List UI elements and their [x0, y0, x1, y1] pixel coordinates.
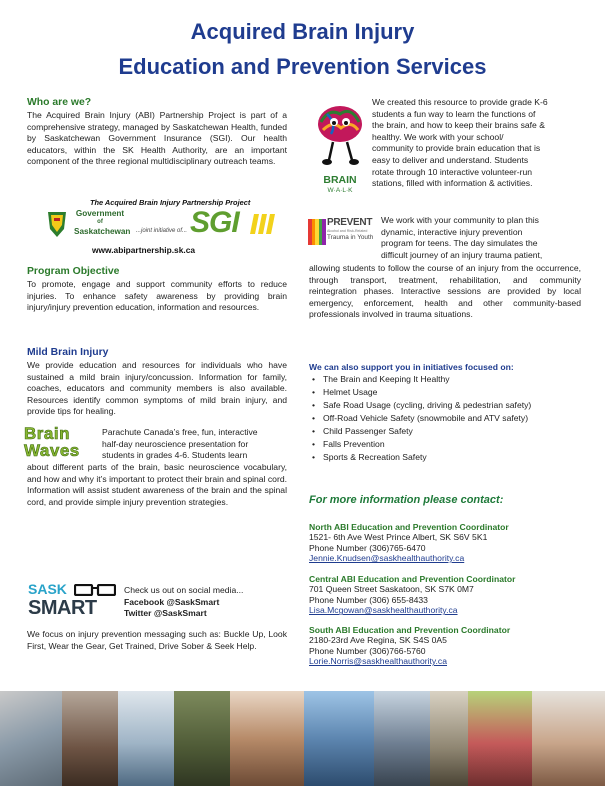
mild-section	[27, 346, 287, 418]
initiative-item: • Safe Road Usage (cycling, driving & pedestrian safety)	[323, 399, 581, 412]
page-title-line1: Acquired Brain Injury	[190, 19, 415, 44]
who-body: The Acquired Brain Injury (ABI) Partnership Project is part of a comprehensive strategy, managed by Saskatchewan Health, funded by Saskatchewan Government Insurance (SGI). Our health educators, within the SK Health Authority, are an important component of the three regional multidisciplinary outreach teams.	[27, 110, 287, 167]
partnership-caption: The Acquired Brain Injury Partnership Project	[90, 198, 251, 207]
prevent-line1: We work with your community to plan this	[381, 215, 539, 225]
contact-heading: For more information please contact:	[309, 494, 504, 506]
prevent-line3: program for teens. The day simulates the	[381, 238, 538, 249]
brain-waves-word1: Brain	[24, 424, 70, 443]
joint-initiative-text: ...joint initiative of...	[136, 228, 188, 234]
coordinator-address: 701 Queen Street Saskatoon, SK S7K 0M7	[309, 584, 474, 595]
coordinator-phone: Phone Number (306)765-6470	[309, 542, 426, 553]
photo-mountain-bike	[174, 691, 230, 786]
brain-character-icon	[311, 100, 369, 170]
who-section	[27, 96, 287, 168]
prevent-body: allowing students to follow the course of an injury from the occurrence, through transport, treatment, rehabilitation, and community reintegration phases. Interactive sessions are provided by local emergency, enforcement, health and other community-based professionals involved in trauma situations.	[309, 263, 581, 320]
photo-classroom	[468, 691, 532, 786]
who-heading: Who are we?	[27, 97, 92, 108]
initiative-item: • Off-Road Vehicle Safety (snowmobile and ATV safety)	[323, 412, 581, 425]
sgi-stripes-icon	[250, 214, 276, 234]
photo-driver	[532, 691, 605, 786]
brain-walk-line4: healthy. We work with your school/	[372, 131, 504, 142]
social-intro: Check us out on social media...	[124, 585, 244, 595]
brain-walk-line2: students a fun way to learn the functions of	[372, 108, 536, 119]
photo-snowmobile	[374, 691, 430, 786]
brain-waves-body: about different parts of the brain, basic neuroscience vocabulary, and how and why it’s important to protect their brain and spinal cord. Information will assist student awareness of the brain and the spinal cord, and provide simple injury prevention strategies.	[27, 462, 287, 507]
abi-partnership-logo	[40, 198, 280, 256]
initiatives-heading: We can also support you in initiatives focused on:	[309, 362, 514, 372]
coordinator-phone: Phone Number (306) 655-8433	[309, 594, 428, 605]
page-title-line2: Education and Prevention Services	[118, 54, 487, 79]
coordinator-phone: Phone Number (306)766-5760	[309, 645, 426, 656]
photo-strip	[0, 691, 605, 786]
brain-waves-line2: half-day neuroscience presentation for	[102, 438, 249, 449]
objective-section	[27, 265, 287, 314]
initiative-item: • Falls Prevention	[323, 438, 581, 451]
coordinator-address: 2180-23rd Ave Regina, SK S4S 0A5	[309, 635, 447, 646]
photo-emergency	[62, 691, 118, 786]
initiative-item: • The Brain and Keeping It Healthy	[323, 373, 581, 386]
coordinator-title: North ABI Education and Prevention Coordinator	[309, 522, 509, 532]
saskatchewan-crest-icon	[46, 209, 68, 239]
prevent-sub1: Alcohol and Risk-Related	[327, 229, 368, 233]
partnership-url: www.abipartnership.sk.ca	[92, 245, 196, 255]
prevent-logo	[308, 217, 374, 247]
coordinator-email-link[interactable]: Lorie.Norris@saskhealthauthority.ca	[309, 656, 448, 667]
prevent-color-bars	[308, 219, 326, 245]
photo-child	[230, 691, 304, 786]
brain-walk-word2: W·A·L·K	[327, 187, 353, 194]
brain-waves-word2: Waves	[24, 441, 80, 460]
brain-waves-line3: students in grades 4-6. Students learn	[102, 450, 248, 461]
coordinator-email-link[interactable]: Lisa.Mcgowan@saskhealthauthority.ca	[309, 605, 458, 616]
brain-walk-logo	[311, 100, 369, 192]
sask-smart-word2: SMART	[28, 597, 97, 619]
sask-smart-body-block	[27, 629, 287, 652]
photo-atv	[430, 691, 468, 786]
prevent-body-block	[309, 263, 581, 321]
brain-walk-line6: easy to deliver and understand. Students	[372, 154, 529, 165]
initiatives-section	[309, 361, 581, 464]
prevent-sub2: Trauma in Youth	[327, 234, 374, 241]
photo-helmet	[304, 691, 374, 786]
initiative-item: • Child Passenger Safety	[323, 425, 581, 438]
twitter-handle: Twitter @SaskSmart	[124, 608, 207, 619]
gov-line3: Saskatchewan	[74, 227, 131, 236]
initiatives-list	[309, 373, 581, 464]
gov-line1: Government	[75, 209, 125, 218]
prevent-line2: dynamic, interactive injury prevention	[381, 226, 523, 237]
gov-line2: of	[97, 219, 103, 225]
sgi-logo: SGI	[190, 206, 239, 239]
brain-waves-body-block	[27, 462, 287, 508]
sask-smart-logo	[28, 582, 120, 622]
objective-heading: Program Objective	[27, 266, 120, 277]
mild-body: We provide education and resources for individuals who have sustained a mild brain injury/concussion. Information for family, coaches, educators and community members is also available. Resources identify common symptoms of mild brain injury, and provide tips for healing.	[27, 360, 287, 417]
prevent-line4: difficult journey of an injury trauma patient,	[381, 249, 543, 260]
sask-smart-body: We focus on injury prevention messaging such as: Buckle Up, Look First, Wear the Gear, Get Trained, Drive Sober & Seek Help.	[27, 629, 287, 651]
brain-walk-line5: community to provide brain education that is	[372, 143, 541, 154]
coordinator-central	[309, 574, 589, 616]
facebook-handle: Facebook @SaskSmart	[124, 596, 220, 607]
prevent-word: PREVENT	[327, 217, 373, 228]
brain-walk-line3: the brain, and how to keep their brains safe &	[372, 120, 545, 131]
mild-heading: Mild Brain Injury	[27, 347, 109, 358]
brain-waves-logo	[24, 425, 98, 465]
prevent-intro	[381, 215, 581, 261]
brain-walk-line8: stations, filled with information & activities.	[372, 178, 533, 189]
brain-walk-line1: We created this resource to provide grade K-6	[372, 97, 548, 107]
photo-car-seat	[0, 691, 62, 786]
gov-sask-wordmark	[74, 209, 131, 236]
coordinator-title: South ABI Education and Prevention Coordinator	[309, 625, 511, 635]
coordinator-address: 1521- 6th Ave West Prince Albert, SK S6V 5K1	[309, 532, 488, 543]
objective-body: To promote, engage and support community efforts to reduce injuries. To enhance safety awareness by providing brain injury/injury prevention education, information and resources.	[27, 279, 287, 313]
brain-waves-intro	[102, 427, 287, 462]
sask-smart-social	[124, 585, 289, 620]
coordinator-title: Central ABI Education and Prevention Coordinator	[309, 574, 516, 584]
brain-walk-word1: BRAIN	[323, 174, 357, 186]
coordinator-north	[309, 522, 589, 564]
initiative-item: • Sports & Recreation Safety	[323, 451, 581, 464]
glasses-icon	[74, 584, 116, 596]
sask-smart-word1: SASK	[28, 581, 67, 597]
coordinator-email-link[interactable]: Jennie.Knudsen@saskhealthauthority.ca	[309, 553, 465, 564]
coordinator-south	[309, 625, 589, 667]
brain-waves-line1: Parachute Canada’s free, fun, interactive	[102, 427, 258, 437]
initiative-item: • Helmet Usage	[323, 386, 581, 399]
photo-hockey	[118, 691, 174, 786]
brain-walk-text	[372, 97, 581, 190]
brain-walk-line7: rotate through 10 interactive volunteer-run	[372, 166, 533, 177]
